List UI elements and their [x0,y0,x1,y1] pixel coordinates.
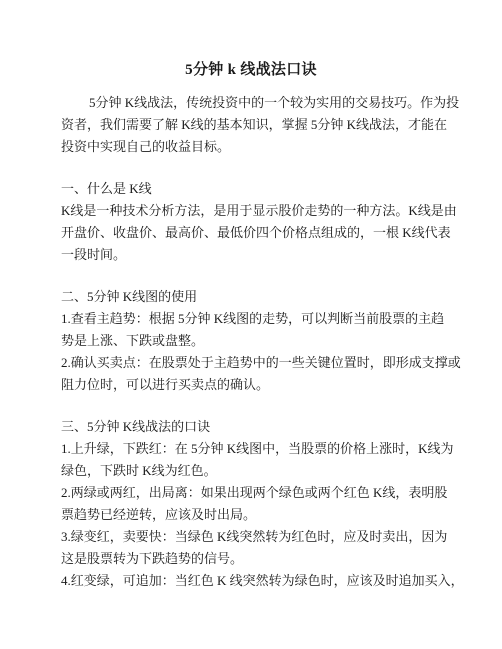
intro-line-1: 5分钟 K线战法，传统投资中的一个较为实用的交易技巧。作为投 [89,95,460,110]
section-3-item-2-line-2: 票趋势已经逆转，应该及时出局。 [61,507,257,522]
section-3-item-1-line-2: 绿色，下跌时 K线为红色。 [61,463,217,478]
section-2-heading: 二、5分钟 K线图的使用 [61,289,198,304]
section-2-item-2-line-2: 阻力位时，可以进行买卖点的确认。 [61,377,270,392]
document-title: 5分钟 k 线战法口诀 [185,62,317,78]
section-1-line-2: 开盘价、收盘价、最高价、最低价四个价格点组成的，一根 K线代表 [61,225,451,240]
section-3-item-1-line-1: 1.上升绿，下跌红：在 5分钟 K线图中，当股票的价格上涨时，K线为 [61,441,454,456]
intro-line-3: 投资中实现自己的收益目标。 [61,139,231,154]
section-2-item-1-line-1: 1.查看主趋势：根据 5分钟 K线图的走势，可以判断当前股票的主趋 [61,311,445,326]
section-1-line-1: K线是一种技术分析方法，是用于显示股价走势的一种方法。K线是由 [61,203,457,218]
section-2-item-1-line-2: 势是上涨、下跌或盘整。 [61,333,205,348]
section-1-heading: 一、什么是 K线 [61,181,152,196]
section-1-line-3: 一段时间。 [61,247,127,262]
section-3-heading: 三、5分钟 K线战法的口诀 [61,419,211,434]
section-2-item-2-line-1: 2.确认买卖点：在股票处于主趋势中的一些关键位置时，即形成支撑或 [61,355,461,370]
section-3-item-4-line-1: 4.红变绿，可追加：当红色 K 线突然转为绿色时，应该及时追加买入， [61,573,464,588]
intro-line-2: 资者，我们需要了解 K线的基本知识，掌握 5分钟 K线战法，才能在 [61,117,448,132]
section-3-item-2-line-1: 2.两绿或两红，出局离：如果出现两个绿色或两个红色 K线，表明股 [61,485,448,500]
section-3-item-3-line-1: 3.绿变红，卖要快：当绿色 K线突然转为红色时，应及时卖出，因为 [61,529,448,544]
section-3-item-3-line-2: 这是股票转为下跌趋势的信号。 [61,551,244,566]
